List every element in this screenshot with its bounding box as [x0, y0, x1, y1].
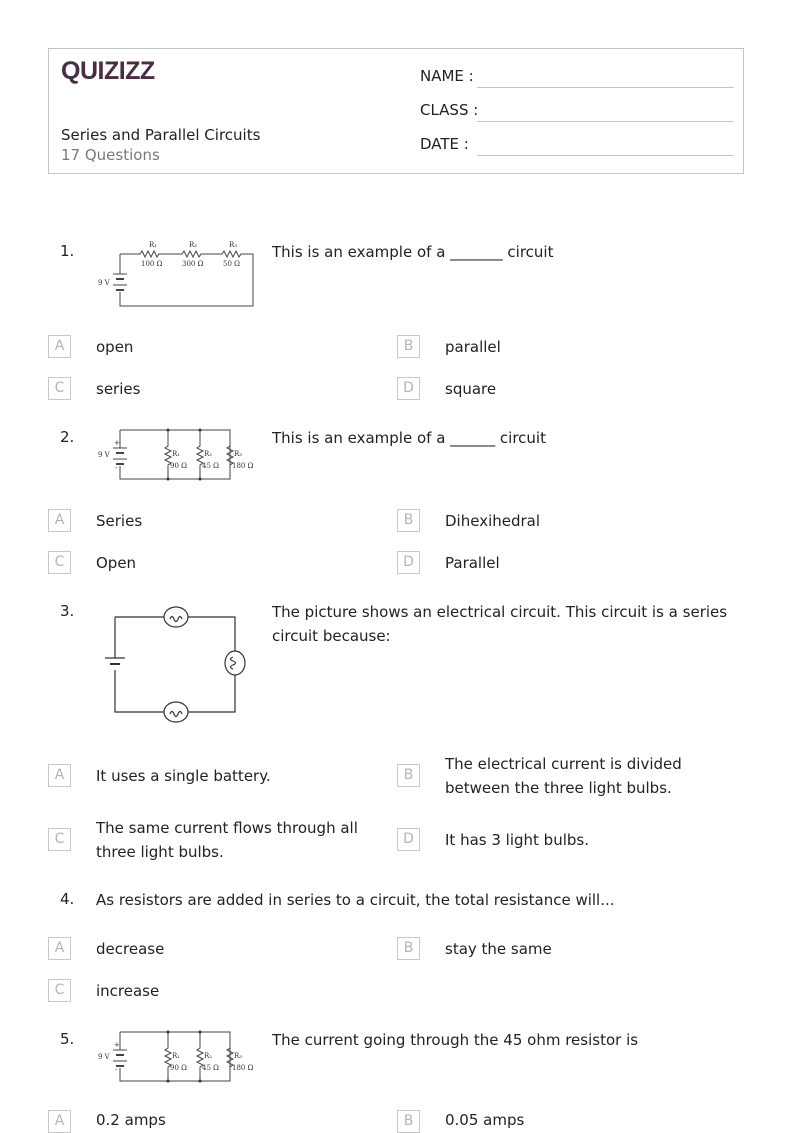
question-1-text: This is an example of a _______ circuit: [272, 243, 554, 261]
question-4-number: 4.: [60, 890, 75, 908]
q1-option-c-text: series: [96, 380, 141, 398]
q4-option-c-box[interactable]: C: [48, 979, 71, 1002]
worksheet-title: Series and Parallel Circuits: [61, 126, 261, 144]
fig5-r1-value: 90 Ω: [170, 1064, 187, 1072]
question-3-number: 3.: [60, 602, 75, 620]
date-line[interactable]: [477, 155, 734, 156]
fig2-battery-label: 9 V: [98, 451, 110, 459]
class-field[interactable]: [420, 101, 734, 125]
fig2-plus-sign: +: [114, 439, 120, 447]
fig5-plus-sign: +: [114, 1041, 120, 1049]
q1-option-c-box[interactable]: C: [48, 377, 71, 400]
q1-option-d-box[interactable]: D: [397, 377, 420, 400]
fig2-r3-label: R₃: [234, 450, 243, 458]
q2-option-a-box[interactable]: A: [48, 509, 71, 532]
name-line[interactable]: [477, 87, 734, 88]
fig1-r2-value: 300 Ω: [182, 260, 204, 268]
q2-option-c-box[interactable]: C: [48, 551, 71, 574]
question-count: 17 Questions: [61, 146, 160, 164]
question-2-text: This is an example of a ______ circuit: [272, 429, 546, 447]
quizizz-logo: QUIZIZZ: [61, 57, 155, 85]
q1-option-b-text: parallel: [445, 338, 501, 356]
parallel-circuit-diagram-2: [96, 1026, 258, 1088]
question-5-text: The current going through the 45 ohm resistor is: [272, 1031, 639, 1049]
question-5-number: 5.: [60, 1030, 75, 1048]
q1-option-d-text: square: [445, 380, 497, 398]
fig1-r3-label: R₃: [229, 241, 238, 249]
q2-option-b-box[interactable]: B: [397, 509, 420, 532]
q2-option-d-text: Parallel: [445, 554, 500, 572]
fig2-r3-value: 180 Ω: [232, 462, 254, 470]
date-label: DATE :: [420, 135, 469, 153]
fig5-battery-label: 9 V: [98, 1053, 110, 1061]
worksheet-header: [48, 48, 744, 174]
q3-option-c-text: The same current flows through all three light bulbs.: [96, 819, 358, 861]
question-1-number: 1.: [60, 242, 75, 260]
q2-option-b-text: Dihexihedral: [445, 512, 541, 530]
fig1-r1-label: R₁: [149, 241, 158, 249]
q2-option-d-box[interactable]: D: [397, 551, 420, 574]
q5-option-a-text: 0.2 amps: [96, 1111, 166, 1129]
q4-option-a-text: decrease: [96, 940, 165, 958]
q3-option-d-text: It has 3 light bulbs.: [445, 831, 589, 849]
question-2-number: 2.: [60, 428, 75, 446]
fig5-r1-label: R₁: [172, 1052, 181, 1060]
question-3-text: The picture shows an electrical circuit. This circuit is a series circuit because:: [272, 603, 728, 645]
q3-option-c-box[interactable]: C: [48, 828, 71, 851]
name-label: NAME :: [420, 67, 474, 85]
series-circuit-diagram: [96, 236, 258, 312]
fig5-minus-sign: -: [115, 1066, 118, 1074]
fig2-minus-sign: -: [115, 464, 118, 472]
light-bulb-circuit-diagram: [96, 600, 256, 726]
fig2-r1-label: R₁: [172, 450, 181, 458]
fig1-r3-value: 50 Ω: [223, 260, 240, 268]
q1-option-b-box[interactable]: B: [397, 335, 420, 358]
question-4-text: As resistors are added in series to a circuit, the total resistance will...: [96, 891, 615, 909]
fig2-r2-value: 45 Ω: [202, 462, 219, 470]
name-field[interactable]: [420, 67, 734, 91]
bulb-bottom-icon: [164, 702, 188, 722]
class-label: CLASS :: [420, 101, 479, 119]
q1-option-a-text: open: [96, 338, 134, 356]
fig1-r1-value: 100 Ω: [141, 260, 163, 268]
q2-option-c-text: Open: [96, 554, 137, 572]
fig2-r1-value: 90 Ω: [170, 462, 187, 470]
q5-option-a-box[interactable]: A: [48, 1110, 71, 1133]
class-line[interactable]: [477, 121, 734, 122]
fig1-battery-label: 9 V: [98, 279, 110, 287]
q3-option-d-box[interactable]: D: [397, 828, 420, 851]
q4-option-c-text: increase: [96, 982, 160, 1000]
bulb-top-icon: [164, 607, 188, 627]
q5-option-b-box[interactable]: B: [397, 1110, 420, 1133]
fig5-r3-label: R₃: [234, 1052, 243, 1060]
q2-option-a-text: Series: [96, 512, 143, 530]
q3-option-b-box[interactable]: B: [397, 764, 420, 787]
q4-option-a-box[interactable]: A: [48, 937, 71, 960]
parallel-circuit-diagram: [96, 424, 258, 486]
fig5-r2-value: 45 Ω: [202, 1064, 219, 1072]
date-field[interactable]: [420, 135, 734, 159]
q3-option-b-text: The electrical current is divided between the three light bulbs.: [445, 755, 682, 797]
q1-option-a-box[interactable]: A: [48, 335, 71, 358]
q3-option-a-box[interactable]: A: [48, 764, 71, 787]
fig5-r3-value: 180 Ω: [232, 1064, 254, 1072]
q5-option-b-text: 0.05 amps: [445, 1111, 525, 1129]
fig2-r2-label: R₂: [204, 450, 213, 458]
q4-option-b-box[interactable]: B: [397, 937, 420, 960]
q4-option-b-text: stay the same: [445, 940, 552, 958]
fig1-r2-label: R₂: [189, 241, 198, 249]
q3-option-a-text: It uses a single battery.: [96, 767, 271, 785]
fig5-r2-label: R₂: [204, 1052, 213, 1060]
